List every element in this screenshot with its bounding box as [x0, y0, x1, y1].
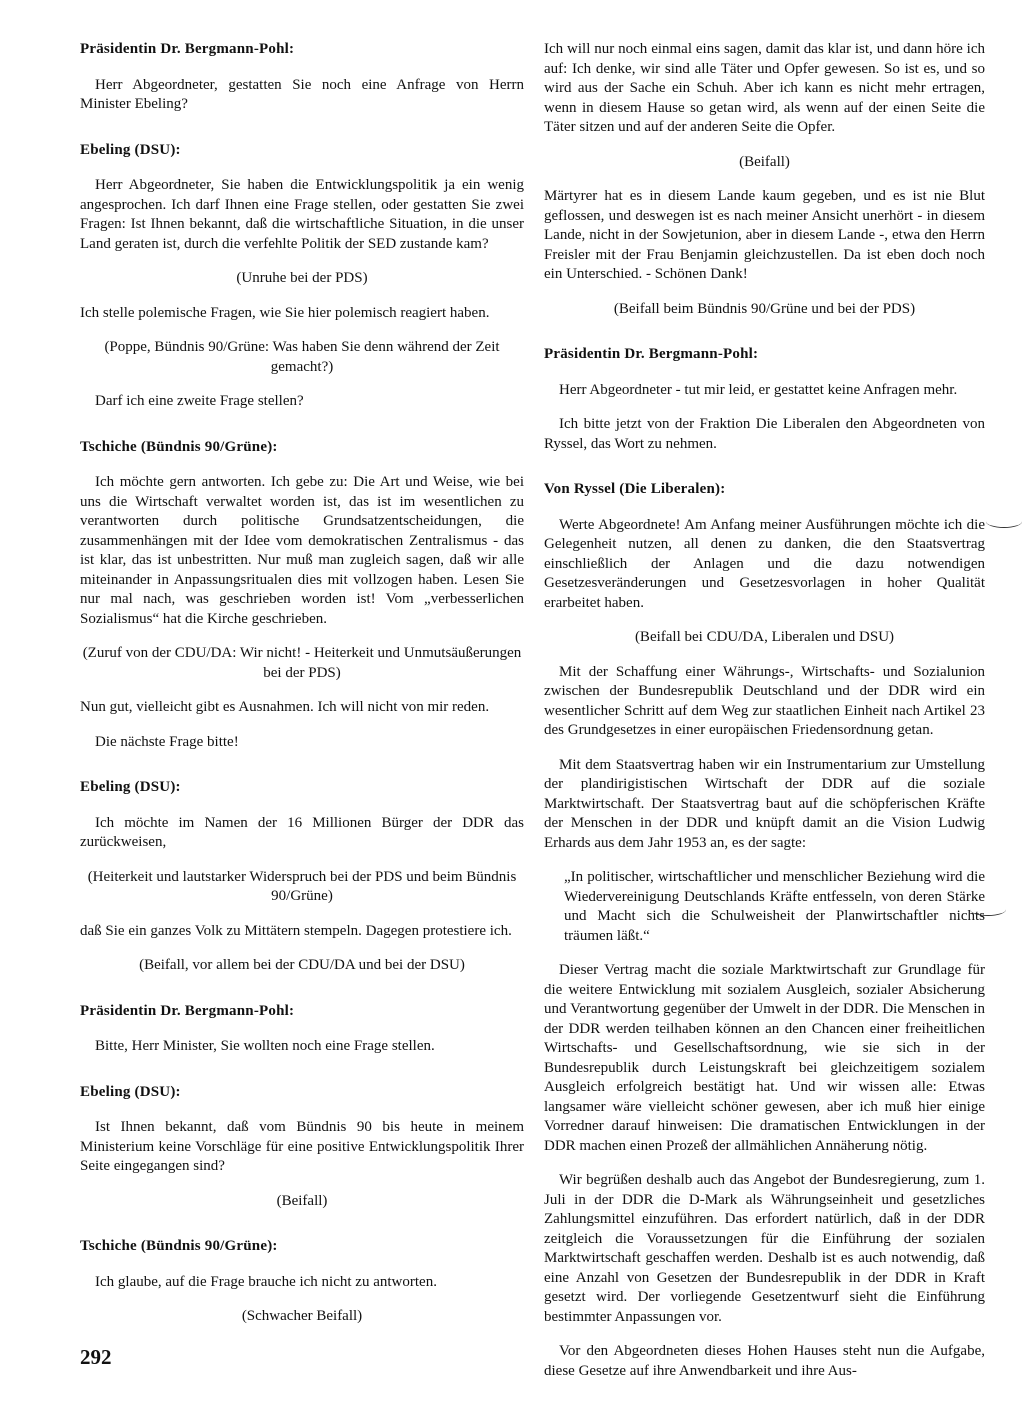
speech-paragraph: Ich möchte gern antworten. Ich gebe zu: Die Art und Weise, wie bei uns die Wirtschaft verwaltet worden ist, das ist im wesentlichen zu verantworten durch politische Grundsatzentscheidungen, die zusammenhängen mit der Idee vom demokratischen Zentralismus - das ist klar, das ist unbestritten. Nur muß man zugleich sagen, daß wir alle miteinander in Anpassungsritualen dies mit vollzogen haben. Lesen Sie nur mal nach, was geschrieben worden ist! Vom „verbesserlichen Sozialismus“ hat die Kirche geschrieben.	[80, 474, 524, 627]
speaker-heading: Ebeling (DSU):	[80, 1083, 181, 1100]
speech-paragraph: Ich möchte im Namen der 16 Millionen Bürger der DDR das zurückweisen,	[80, 814, 524, 850]
speech-paragraph: Darf ich eine zweite Frage stellen?	[95, 393, 304, 409]
interjection-remark: (Schwacher Beifall)	[241, 1308, 363, 1324]
speaker-heading: Von Ryssel (Die Liberalen):	[544, 481, 726, 497]
speech-paragraph: Die nächste Frage bitte!	[95, 733, 239, 750]
right-column	[544, 40, 985, 1396]
interjection-remark: (Beifall)	[276, 1192, 328, 1209]
margin-mark	[986, 515, 1022, 528]
speech-paragraph: Werte Abgeordnete! Am Anfang meiner Ausführungen möchte ich die Gelegenheit nutzen, all denen zu danken, die den Staatsvertrag einschließlich der Anlagen und die dazu notwendigen Gesetzesveränderungen und Gesetzesvorlagen in hoher Qualität erarbeitet haben.	[544, 516, 985, 611]
speech-paragraph: Ist Ihnen bekannt, daß vom Bündnis 90 bis heute in meinem Ministerium keine Vorschläge für eine positive Entwicklungspolitik Ihrer Seite eingegangen sind?	[80, 1119, 524, 1174]
speech-paragraph: Ich glaube, auf die Frage brauche ich nicht zu antworten.	[95, 1273, 437, 1290]
speech-paragraph: Nun gut, vielleicht gibt es Ausnahmen. Ich will nicht von mir reden.	[80, 699, 490, 715]
speaker-heading: Ebeling (DSU):	[80, 779, 181, 795]
speech-paragraph: Herr Abgeordneter, gestatten Sie noch eine Anfrage von Herrn Minister Ebeling?	[80, 76, 524, 112]
speech-paragraph: Dieser Vertrag macht die soziale Marktwirtschaft zur Grundlage für die weitere Entwicklung mit sozialem Ausgleich, sozialer Absicherung und Verantwortung gegenüber der Umwelt in der DDR. Die Menschen in der DDR werden teilhaben können an den Chancen einer freiheitlichen Wirtschafts- und Gesellschaftsordnung, wie sie sich in der Bundesrepublik durch Leistungskraft bei gleichzeitigem sozialem Ausgleich erfolgreich bestätigt hat. Und wir wissen alle: Etwas langsamer wäre vielleicht schöner gewesen, aber ich muß hier einige Vorredner darauf hinweisen: Die dramatischen Entwicklungen in der DDR machen einen Prozeß der allmählichen Annäherung nötig.	[544, 962, 985, 1154]
speech-paragraph: Mit dem Staatsvertrag haben wir ein Instrumentarium zur Umstellung der plandirigistischen Wirtschaft der DDR auf die soziale Marktwirtschaft. Der Staatsvertrag baut auf die schöpferischen Kräfte der Menschen in der DDR und knüpft damit an die Vision Ludwig Erhards aus dem Jahr 1953 an, es der sagte:	[544, 756, 985, 851]
page-number: 292	[80, 1345, 112, 1369]
speech-paragraph: Herr Abgeordneter - tut mir leid, er gestattet keine Anfragen mehr.	[559, 381, 958, 398]
interjection-remark: (Zuruf von der CDU/DA: Wir nicht! - Heiterkeit und Unmutsäußerungen bei der PDS)	[82, 645, 522, 681]
speaker-heading: Tschiche (Bündnis 90/Grüne):	[80, 1238, 278, 1254]
block-quote: „In politischer, wirtschaftlicher und menschlicher Beziehung wird die Wiedervereinigung Deutschlands Kräfte entfesseln, von deren Stärke und Macht sich die Schulweisheit der Planwirtschaftler nichts träumen läßt.“	[564, 869, 985, 944]
speaker-heading: Präsidentin Dr. Bergmann-Pohl:	[544, 346, 759, 362]
margin-mark	[970, 903, 1006, 916]
speaker-heading: Präsidentin Dr. Bergmann-Pohl:	[80, 1002, 295, 1019]
speaker-heading: Ebeling (DSU):	[80, 141, 181, 158]
interjection-remark: (Poppe, Bündnis 90/Grüne: Was haben Sie denn während der Zeit gemacht?)	[104, 339, 500, 375]
interjection-remark: (Beifall beim Bündnis 90/Grüne und bei der PDS)	[613, 300, 916, 317]
speech-paragraph: Ich bitte jetzt von der Fraktion Die Liberalen den Abgeordneten von Ryssel, das Wort zu nehmen.	[544, 416, 985, 452]
speech-paragraph: Mit der Schaffung einer Währungs-, Wirtschafts- und Sozialunion zwischen der Bundesrepublik Deutschland und der DDR wird ein wesentlicher Schritt auf dem Weg zur staatlichen Einheit nach Artikel 23 des Grundgesetzes in einer europäischen Friedensordnung getan.	[544, 663, 985, 738]
interjection-remark: (Heiterkeit und lautstarker Widerspruch bei der PDS und beim Bündnis 90/Grüne)	[87, 868, 517, 904]
speaker-heading: Präsidentin Dr. Bergmann-Pohl:	[80, 41, 295, 57]
speech-paragraph: Ich stelle polemische Fragen, wie Sie hier polemisch reagiert haben.	[80, 304, 490, 321]
speech-paragraph: Vor den Abgeordneten dieses Hohen Hauses steht nun die Aufgabe, diese Gesetze auf ihre Anwendbarkeit und ihre Aus-	[544, 1343, 985, 1379]
speech-paragraph: Ich will nur noch einmal eins sagen, damit das klar ist, und dann höre ich auf: Ich denke, wir sind alle Täter und Opfer gewesen. So ist es, und so wird aus der Sache ein Schuh. Aber ich kann es nicht mehr ertragen, wenn in diesem Hause so getan wird, als wenn auf der einen Seite die Täter sitzen und auf der anderen Seite die Opfer.	[544, 41, 985, 135]
speech-paragraph: Wir begrüßen deshalb auch das Angebot der Bundesregierung, zum 1. Juli in der DDR die D-Mark als Währungseinheit und gesetzliches Zahlungsmittel einzuführen. Das erfordert natürlich, daß in der DDR zeitgleich die Voraussetzungen für die Einführung der sozialen Marktwirtschaft geschaffen werden. Deshalb ist es auch notwendig, daß eine Anzahl von Gesetzen der Bundesrepublik in der DDR in Kraft gesetzt wird. Der vorliegende Gesetzentwurf sieht die Einführung bestimmter Anpassungen vor.	[544, 1172, 985, 1325]
interjection-remark: (Beifall bei CDU/DA, Liberalen und DSU)	[634, 629, 895, 645]
speech-paragraph: Bitte, Herr Minister, Sie wollten noch eine Frage stellen.	[95, 1038, 435, 1054]
interjection-remark: (Unruhe bei der PDS)	[236, 270, 368, 286]
left-column	[80, 40, 524, 1342]
speaker-heading: Tschiche (Bündnis 90/Grüne):	[80, 438, 278, 455]
speech-paragraph: Herr Abgeordneter, Sie haben die Entwicklungspolitik ja ein wenig angesprochen. Ich darf Ihnen eine Frage stellen, oder gestatten Sie zwei Fragen: Ist Ihnen bekannt, daß die wirtschaftliche Situation, in die unser Land geraten ist, durch die verfehlte Politik der SED zustande kam?	[80, 177, 524, 252]
interjection-remark: (Beifall)	[739, 153, 790, 170]
speech-paragraph: daß Sie ein ganzes Volk zu Mittätern stempeln. Dagegen protestiere ich.	[80, 922, 512, 939]
speech-paragraph: Märtyrer hat es in diesem Lande kaum gegeben, und es ist nie Blut geflossen, und deswegen ist es nach meiner Ansicht unerhört - in diesem Lande, nicht in der Sowjetunion, aber in diesem Lande -, etwa den Herrn Freisler mit der Frau Benjamin gleichzustellen. Da ist eben doch noch ein Unterschied. - Schönen Dank!	[544, 188, 985, 282]
interjection-remark: (Beifall, vor allem bei der CDU/DA und bei der DSU)	[139, 957, 465, 973]
